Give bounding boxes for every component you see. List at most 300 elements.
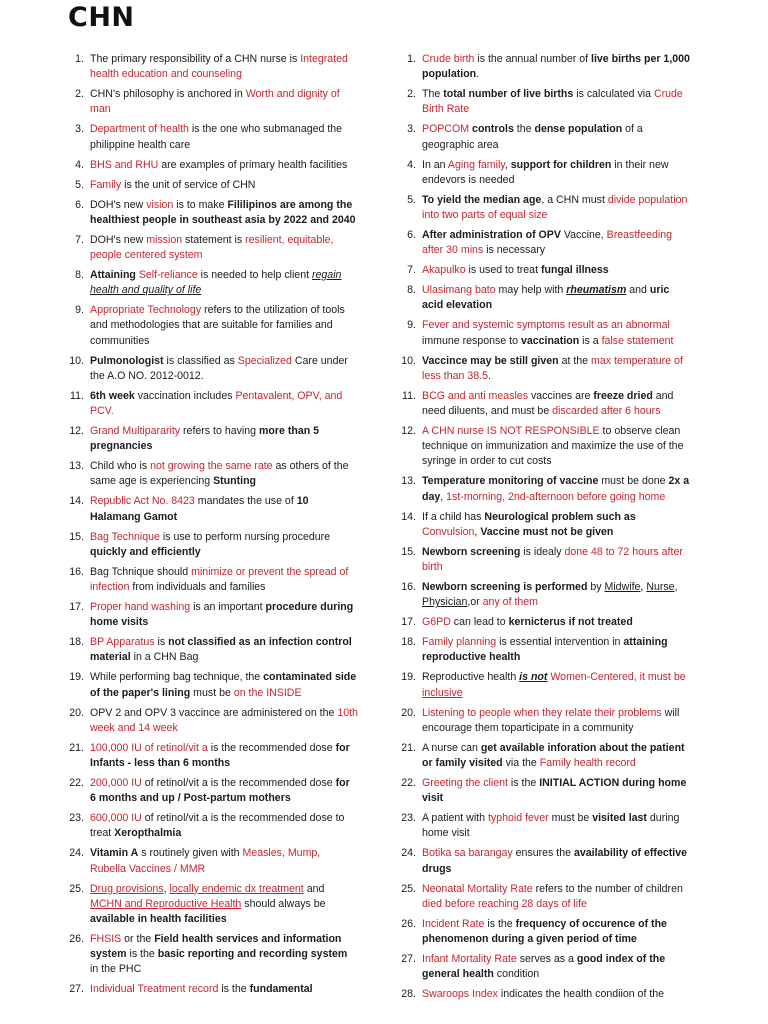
item-number: 19. <box>401 671 416 684</box>
item-text-segment: Listening to people when they relate their problems <box>422 706 662 719</box>
list-item <box>400 952 690 982</box>
item-text-segment: 2x a day <box>422 475 690 503</box>
list-item <box>400 706 690 736</box>
item-text-segment: are examples of primary health facilities <box>158 158 348 171</box>
list-item <box>400 283 690 313</box>
item-text-segment: is to make <box>173 198 228 211</box>
left-column-list <box>68 52 358 1002</box>
item-text-segment: BP Apparatus <box>90 636 155 649</box>
item-number: 1. <box>75 53 84 65</box>
item-text-segment: 10 Halamang Gamot <box>90 495 309 523</box>
list-item <box>400 510 690 540</box>
item-text-segment: The <box>422 88 444 101</box>
item-text-segment: FHSIS <box>90 933 122 946</box>
list-item <box>68 303 358 349</box>
item-text-segment: Newborn screening <box>422 545 521 558</box>
item-text-segment: Family <box>90 178 122 191</box>
item-number: 5. <box>75 178 84 191</box>
list-item <box>400 987 690 1002</box>
item-text-segment: Field health services and information system <box>90 933 342 961</box>
item-text-segment: Crude birth <box>422 53 475 65</box>
item-text-segment: , <box>474 525 481 538</box>
list-item <box>68 424 358 454</box>
item-text-segment: Xeropthalmia <box>114 827 182 840</box>
item-text-segment: , <box>440 490 447 503</box>
item-text-segment: A CHN nurse IS NOT RESPONSIBLE <box>422 425 600 438</box>
item-text-segment: and need diluents, and must be <box>422 389 674 418</box>
item-number: 11. <box>70 389 84 402</box>
item-text-segment: Akapulko <box>422 264 466 277</box>
list-item <box>68 530 358 560</box>
item-number: 3. <box>75 123 84 136</box>
list-item <box>400 776 690 806</box>
item-text-segment: Ulasimang bato <box>422 284 496 297</box>
item-text-segment: refers to having <box>180 425 259 438</box>
item-text-segment: will encourage them toparticipate in a community <box>422 706 680 734</box>
list-item <box>400 882 690 912</box>
item-text-segment: controls <box>472 123 514 136</box>
item-text-segment: total number of live births <box>443 88 574 101</box>
list-item <box>68 87 358 117</box>
right-column-list <box>400 52 690 1007</box>
item-text-segment: ensures the <box>512 847 574 860</box>
item-number: 27. <box>69 983 84 996</box>
item-text-segment: observe clean technique on immunization and maximize the use of the syringe in order to cut costs <box>422 425 684 468</box>
item-text-segment: Drug provisions <box>90 882 164 895</box>
item-text-segment: statement is <box>182 233 246 246</box>
item-number: 9. <box>407 319 416 332</box>
item-text-segment: Care under the A.O NO. 2012-0012. <box>90 354 348 382</box>
list-item <box>400 545 690 575</box>
item-text-segment: of a geographic area <box>422 123 643 151</box>
item-text-segment: 600,000 IU <box>90 812 142 825</box>
item-number: 27. <box>401 953 416 966</box>
item-text-segment: is the <box>218 983 250 996</box>
item-number: 17. <box>69 601 84 614</box>
item-text-segment: mission <box>146 233 183 246</box>
item-text-segment: Child who is <box>90 460 151 473</box>
item-text-segment: 10th week and 14 week <box>90 706 358 734</box>
item-text-segment: Family health record <box>539 757 636 770</box>
item-text-segment: . <box>487 369 491 382</box>
item-number: 15. <box>69 530 84 543</box>
item-text-segment: false statement <box>601 334 674 347</box>
item-text-segment: DOH's new <box>90 198 147 211</box>
list-item <box>68 635 358 665</box>
item-text-segment: resilient, equitable, people centered system <box>90 233 334 262</box>
item-text-segment: Neurological problem such as <box>484 510 636 523</box>
item-text-segment: is the recommended dose to treat <box>90 812 345 840</box>
item-number: 8. <box>407 284 416 297</box>
list-item <box>400 87 690 117</box>
item-text-segment: Neonatal Mortality Rate <box>422 882 533 895</box>
item-text-segment: CHN's philosophy is anchored in <box>90 88 246 101</box>
item-text-segment: Measles, Mump, Rubella Vaccines / MMR <box>90 847 321 875</box>
item-text-segment: After administration of OPV <box>422 229 561 242</box>
item-text-segment: While performing bag technique, the <box>90 671 264 684</box>
item-text-segment: s routinely given with <box>138 847 243 860</box>
item-number: 10. <box>401 354 416 367</box>
item-number: 12. <box>401 425 416 438</box>
item-text-segment: vision <box>146 198 174 211</box>
item-text-segment: A patient with <box>422 812 488 825</box>
item-text-segment: uric acid elevation <box>422 284 670 312</box>
item-text-segment: is the annual number of <box>474 53 592 65</box>
list-item <box>400 193 690 223</box>
item-text-segment: Grand Multipararity <box>90 425 181 438</box>
item-text-segment: , <box>640 581 647 594</box>
item-text-segment: Women-Centered, it must be <box>550 671 686 684</box>
list-item <box>68 932 358 978</box>
item-text-segment: The primary responsibility of a CHN nurse is <box>90 53 301 65</box>
item-text-segment: for 6 months and up / Post-partum mothers <box>90 777 350 805</box>
item-text-segment: the <box>513 123 535 136</box>
list-item <box>400 158 690 188</box>
item-number: 25. <box>401 882 416 895</box>
item-text-segment: BHS and RHU <box>90 158 159 171</box>
item-text-segment: mandates the use of <box>194 495 297 508</box>
item-text-segment: Bag Tchnique should <box>90 565 192 578</box>
list-item <box>400 670 690 700</box>
item-number: 26. <box>69 933 84 946</box>
list-item <box>400 228 690 258</box>
item-text-segment: vaccines are <box>528 389 594 402</box>
item-text-segment: support for children <box>510 158 612 171</box>
list-item <box>400 52 690 82</box>
item-text-segment: Fever and systemic symptoms result as an abnormal <box>422 319 670 332</box>
item-number: 13. <box>69 460 84 473</box>
item-text-segment: attaining reproductive health <box>422 636 668 664</box>
list-item <box>68 268 358 298</box>
list-item <box>68 882 358 928</box>
item-number: 28. <box>401 988 416 1001</box>
item-text-segment: condition <box>493 968 540 981</box>
item-text-segment: available in health facilities <box>90 913 227 926</box>
item-text-segment: is the recommended dose <box>207 777 336 790</box>
item-text-segment: is an important <box>190 601 266 614</box>
item-text-segment: and <box>303 882 325 895</box>
list-item <box>68 389 358 419</box>
list-item <box>68 178 358 193</box>
item-text-segment: in their new endevors is needed <box>422 158 669 186</box>
item-text-segment: Botika sa barangay <box>422 847 513 860</box>
item-text-segment: died before reaching 28 days of life <box>422 897 587 910</box>
item-text-segment: not classified as an infection control material <box>90 636 352 664</box>
list-item <box>68 198 358 228</box>
item-text-segment: Aging family <box>447 158 505 171</box>
item-text-segment: frequency of occurence of the phenomenon during a given period of time <box>422 917 667 946</box>
item-text-segment: or the <box>121 933 155 946</box>
item-text-segment: visited last <box>592 812 647 825</box>
item-text-segment: , a CHN must <box>541 193 608 206</box>
item-number: 7. <box>75 233 84 246</box>
item-number: 23. <box>69 812 84 825</box>
item-text-segment: is the <box>126 948 158 961</box>
item-text-segment: Vaccine, <box>560 229 607 242</box>
item-text-segment: Reproductive health <box>422 671 520 684</box>
item-number: 9. <box>75 304 84 317</box>
item-text-segment: is the unit of service of CHN <box>121 178 256 191</box>
item-text-segment: Nurse <box>646 581 675 594</box>
item-text-segment: in the PHC <box>90 963 142 976</box>
item-text-segment: Crude Birth Rate <box>422 88 683 116</box>
list-item <box>400 580 690 610</box>
item-text-segment: availability of effective drugs <box>422 847 687 875</box>
item-number: 12. <box>69 425 84 438</box>
item-text-segment: rheumatism <box>566 284 627 297</box>
item-text-segment: as others of the same age is experiencing <box>90 460 349 488</box>
item-text-segment: Swaroops Index <box>422 988 498 1001</box>
list-item <box>400 354 690 384</box>
item-text-segment: 1st-morning, 2nd-afternoon before going home <box>446 490 666 503</box>
item-text-segment: must be done <box>598 475 669 488</box>
item-text-segment: indicates the health condiion of the <box>497 988 665 1001</box>
item-text-segment: Temperature monitoring of vaccine <box>422 475 599 488</box>
item-text-segment: Family planning <box>422 636 497 649</box>
item-text-segment: Self-reliance <box>138 269 198 282</box>
list-item <box>400 389 690 419</box>
list-item <box>68 776 358 806</box>
item-text-segment: Republic Act No. 8423 <box>90 495 195 508</box>
item-text-segment: is the one who submanaged the philippine health care <box>90 123 343 151</box>
item-text-segment: is not <box>519 671 548 684</box>
list-item <box>68 811 358 841</box>
item-number: 24. <box>401 847 416 860</box>
list-item <box>400 811 690 841</box>
item-text-segment: is the recommended dose <box>207 741 336 754</box>
item-text-segment: Vitamin A <box>90 847 139 860</box>
item-text-segment: Attaining <box>90 269 139 282</box>
item-text-segment: can lead to <box>450 616 509 629</box>
item-number: 1. <box>407 53 416 65</box>
item-text-segment: typhoid fever <box>487 812 549 825</box>
item-text-segment: fungal illness <box>540 264 609 277</box>
item-number: 11. <box>402 389 416 402</box>
item-text-segment: Greeting the client <box>422 777 508 790</box>
item-text-segment: immune response to <box>422 334 521 347</box>
item-number: 13. <box>401 475 416 488</box>
item-text-segment: Appropriate Technology <box>90 304 202 317</box>
list-item <box>68 122 358 152</box>
item-number: 19. <box>69 671 84 684</box>
item-text-segment: is classified as <box>163 354 238 367</box>
item-text-segment: basic reporting and recording system <box>157 948 348 961</box>
list-item <box>400 263 690 278</box>
item-text-segment: of retinol/vit a <box>141 777 208 790</box>
item-text-segment: kernicterus if not treated <box>508 616 633 629</box>
item-text-segment: in a CHN Bag <box>130 651 199 664</box>
item-text-segment: DOH's new <box>90 233 147 246</box>
item-text-segment: divide population into two parts of equal size <box>422 193 688 222</box>
item-number: 3. <box>407 123 416 136</box>
item-text-segment: Stunting <box>213 475 257 488</box>
item-text-segment: max temperature of less than 38.5 <box>422 354 683 382</box>
item-text-segment: contaminated side of the paper's lining <box>90 671 357 699</box>
item-text-segment: refers to the utilization of tools and methodologies that are suitable for families and communities <box>90 304 345 347</box>
item-text-segment: any of them <box>482 596 539 609</box>
item-text-segment: is essential intervention in <box>496 636 624 649</box>
item-text-segment: Fililipinos are among the healthiest people in southeast asia by 2022 and 2040 <box>90 198 356 226</box>
item-text-segment: minimize or prevent the spread of infection <box>90 565 349 594</box>
item-text-segment: is calculated via <box>573 88 654 101</box>
item-text-segment: discarded after 6 hours <box>552 405 661 418</box>
item-number: 8. <box>75 269 84 282</box>
list-item <box>68 670 358 700</box>
list-item <box>68 600 358 630</box>
item-number: 23. <box>401 812 416 825</box>
item-text-segment: To yield the median age <box>422 193 542 206</box>
item-number: 20. <box>69 706 84 719</box>
item-text-segment: Infant Mortality Rate <box>422 953 517 966</box>
item-number: 16. <box>401 581 416 594</box>
item-text-segment: , <box>504 158 511 171</box>
list-item <box>68 354 358 384</box>
item-text-segment: at the <box>558 354 592 367</box>
item-text-segment: done 48 to 72 hours after birth <box>422 545 683 574</box>
item-number: 16. <box>69 565 84 578</box>
item-number: 2. <box>407 88 416 101</box>
item-text-segment: POPCOM <box>422 123 470 136</box>
item-text-segment: refers to the number of children <box>532 882 683 895</box>
list-item <box>400 635 690 665</box>
item-number: 24. <box>69 847 84 860</box>
item-text-segment: INITIAL ACTION during home visit <box>422 777 687 805</box>
item-text-segment: is needed to help client <box>197 269 312 282</box>
item-text-segment: BCG and anti measles <box>422 389 528 402</box>
item-text-segment: dense population <box>534 123 623 136</box>
item-text-segment: MCHN and Reproductive Health <box>90 897 242 910</box>
item-text-segment: Individual Treatment record <box>90 983 219 996</box>
item-text-segment: is use to perform nursing procedure <box>159 530 331 543</box>
item-number: 5. <box>407 193 416 206</box>
item-number: 14. <box>69 495 84 508</box>
item-text-segment: more than 5 pregnancies <box>90 425 320 453</box>
list-item <box>400 122 690 152</box>
list-item <box>68 158 358 173</box>
list-item <box>68 233 358 263</box>
list-item <box>68 982 358 997</box>
item-number: 4. <box>407 158 416 171</box>
item-number: 7. <box>407 264 416 277</box>
item-text-segment: Proper hand washing <box>90 601 191 614</box>
list-item <box>68 52 358 82</box>
item-text-segment: live births per 1,000 population <box>422 53 690 81</box>
item-text-segment: Specialized <box>237 354 292 367</box>
item-text-segment: from individuals and families <box>129 581 266 594</box>
item-text-segment: via the <box>502 757 540 770</box>
list-item <box>400 424 690 470</box>
item-text-segment: Convulsion <box>422 525 475 538</box>
item-text-segment: 100,000 IU of retinol/vit a <box>90 741 208 754</box>
item-text-segment: Newborn screening is performed <box>422 581 588 594</box>
list-item <box>68 846 358 876</box>
item-number: 6. <box>75 198 84 211</box>
list-item <box>400 741 690 771</box>
item-text-segment: Pulmonologist <box>90 354 164 367</box>
item-text-segment: A nurse can <box>422 741 481 754</box>
item-text-segment: is used to treat <box>465 264 541 277</box>
item-text-segment: Pentavalent, OPV, and PCV. <box>90 389 343 418</box>
item-text-segment: is <box>154 636 169 649</box>
item-text-segment: Department of health <box>90 123 189 136</box>
list-item <box>400 318 690 348</box>
item-text-segment: of retinol/vit a <box>141 812 208 825</box>
item-text-segment: 6th week <box>90 389 135 402</box>
item-number: 22. <box>69 777 84 790</box>
item-number: 15. <box>401 545 416 558</box>
item-text-segment: is idealy <box>520 545 565 558</box>
item-number: 20. <box>401 706 416 719</box>
item-text-segment: , <box>674 581 678 594</box>
list-item <box>68 459 358 489</box>
item-text-segment: Vaccine must not be given <box>480 525 614 538</box>
item-text-segment: Bag Technique <box>90 530 160 543</box>
list-item <box>68 565 358 595</box>
item-text-segment: Integrated health education and counseling <box>90 53 348 81</box>
item-text-segment: 200,000 IU <box>90 777 142 790</box>
item-text-segment: must be <box>548 812 593 825</box>
item-text-segment: to <box>599 425 612 438</box>
item-text-segment: Midwife <box>604 581 641 594</box>
item-text-segment: freeze dried <box>593 389 653 402</box>
item-text-segment: Physician <box>422 596 468 609</box>
item-number: 4. <box>75 158 84 171</box>
page-title: CHN <box>68 2 135 33</box>
item-number: 25. <box>69 882 84 895</box>
item-text-segment: inclusive <box>422 686 463 699</box>
item-text-segment: If a child has <box>422 510 485 523</box>
item-text-segment: should always be <box>241 897 326 910</box>
item-text-segment: fundamental <box>249 983 313 996</box>
item-number: 2. <box>75 88 84 101</box>
item-number: 18. <box>69 636 84 649</box>
item-text-segment: for Infants - less than 6 months <box>90 741 350 770</box>
item-number: 26. <box>401 917 416 930</box>
item-text-segment: ,or <box>467 596 483 609</box>
item-text-segment: on the INSIDE <box>233 686 302 699</box>
list-item <box>400 474 690 504</box>
item-text-segment: locally endemic dx treatment <box>169 882 304 895</box>
item-text-segment: not growing the same rate <box>150 460 273 473</box>
item-text-segment: vaccination includes <box>134 389 236 402</box>
item-text-segment: is the <box>484 917 516 930</box>
item-number: 10. <box>69 354 84 367</box>
item-text-segment: procedure during home visits <box>90 601 354 629</box>
item-text-segment: quickly and efficiently <box>90 545 201 558</box>
item-text-segment: OPV 2 and OPV 3 vaccince are administered on the <box>90 706 338 719</box>
list-item <box>400 846 690 876</box>
item-text-segment: Worth and dignity of man <box>90 88 340 116</box>
item-number: 21. <box>69 741 84 754</box>
item-text-segment: during home visit <box>422 812 680 840</box>
list-item <box>68 706 358 736</box>
item-text-segment: Breastfeeding after 30 mins <box>422 229 673 257</box>
item-number: 22. <box>401 777 416 790</box>
item-text-segment: Vaccince may be still given <box>422 354 559 367</box>
item-text-segment: is a <box>579 334 602 347</box>
item-number: 21. <box>401 741 416 754</box>
item-text-segment: Incident Rate <box>422 917 485 930</box>
item-text-segment: G6PD <box>422 616 451 629</box>
item-text-segment: good index of the general health <box>422 953 666 981</box>
list-item <box>68 741 358 771</box>
list-item <box>68 494 358 524</box>
list-item <box>400 917 690 947</box>
list-item <box>400 615 690 630</box>
item-text-segment: must be <box>190 686 234 699</box>
item-text-segment: get available inforation about the patient or family visited <box>422 741 685 770</box>
item-text-segment: is the <box>507 777 540 790</box>
